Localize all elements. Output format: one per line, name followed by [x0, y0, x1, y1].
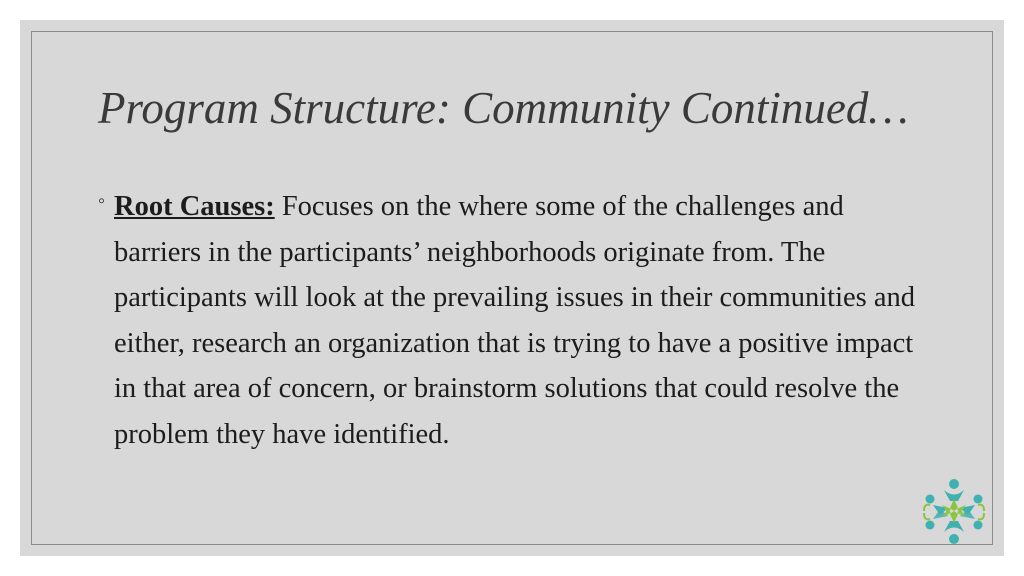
bullet-lead: Root Causes:: [114, 191, 275, 222]
community-logo-icon: [918, 475, 990, 547]
slide-title: Program Structure: Community Continued…: [98, 83, 909, 133]
bullet-marker: ◦: [98, 190, 106, 212]
slide: [20, 20, 1004, 556]
bullet-text: [114, 184, 926, 457]
bullet-body: Focuses on the where some of the challenges and barriers in the participants’ neighborhoods originate from. The participants will look at the prevailing issues in their communities and either, research an organization that is trying to have a positive impact in that area of concern, or brainstorm solutions that could resolve the problem they have identified.: [114, 191, 916, 450]
